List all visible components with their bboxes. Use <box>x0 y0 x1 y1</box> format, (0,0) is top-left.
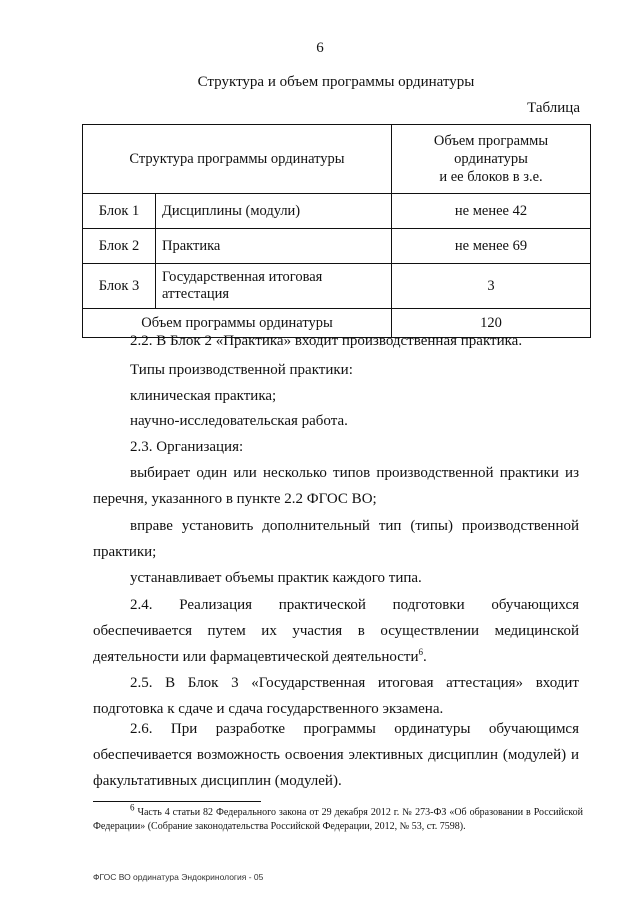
paragraph-2-4-text: 2.4. Реализация практической подготовки обучающихся обеспечивается путем их участия в осуществлении медицинской деятельности или фармацевтической деятельности <box>93 597 579 665</box>
paragraph-research-work: научно-исследовательская работа. <box>130 413 348 429</box>
block-cell: Блок 1 <box>83 194 156 229</box>
paragraph-sets-volumes: устанавливает объемы практик каждого типа. <box>130 570 422 586</box>
paragraph-2-6: 2.6. При разработке программы ординатуры обучающимся обеспечивается возможность освоения элективных дисциплин (модулей) и факультативных дисциплин (модулей). <box>93 721 579 789</box>
block-name-line1: Государственная итоговая <box>162 269 323 285</box>
paragraph-2-3: 2.3. Организация: <box>130 439 244 455</box>
paragraph-2-4-end: . <box>423 649 427 665</box>
total-label-cell: Объем программы ординатуры <box>83 309 392 338</box>
block-name-cell <box>156 264 392 309</box>
footnote-separator <box>93 801 261 802</box>
paragraph-2-5: 2.5. В Блок 3 «Государственная итоговая аттестация» входит подготовка к сдаче и сдача государственного экзамена. <box>93 675 579 717</box>
header-volume-cell <box>392 125 591 194</box>
paragraph-selects-types: выбирает один или несколько типов производственной практики из перечня, указанного в пункте 2.2 ФГОС ВО; <box>93 465 579 507</box>
paragraph-clinical-practice: клиническая практика; <box>130 388 277 404</box>
footnote-mark: 6 <box>130 802 135 813</box>
page-number: 6 <box>316 40 324 56</box>
block-volume-cell: 3 <box>392 264 591 309</box>
section-title: Структура и объем программы ординатуры <box>197 74 475 90</box>
footer-document-code: ФГОС ВО ординатура Эндокринология - 05 <box>93 872 264 882</box>
header-volume-line2: ординатуры <box>454 151 528 167</box>
block-name-cell: Практика <box>156 229 392 264</box>
paragraph-practice-types: Типы производственной практики: <box>130 362 353 378</box>
program-structure-table <box>82 124 591 338</box>
block-name-line2: аттестация <box>162 286 230 302</box>
footnote <box>93 802 583 834</box>
block-name-cell: Дисциплины (модули) <box>156 194 392 229</box>
paragraph-2-2: 2.2. В Блок 2 «Практика» входит производственная практика. <box>130 333 523 349</box>
block-cell: Блок 3 <box>83 264 156 309</box>
paragraph-additional-type: вправе установить дополнительный тип (типы) производственной практики; <box>93 518 579 560</box>
header-structure-cell: Структура программы ординатуры <box>83 125 392 194</box>
paragraph-2-4 <box>93 592 579 670</box>
footnote-text: Часть 4 статьи 82 Федерального закона от 29 декабря 2012 г. № 273-ФЗ «Об образовании в Российской Федерации» (Собрание законодательства Российской Федерации, 2012, № 53, ст. 7598). <box>93 807 583 832</box>
header-volume-line3: и ее блоков в з.е. <box>439 169 543 185</box>
total-value-cell: 120 <box>392 309 591 338</box>
block-volume-cell: не менее 69 <box>392 229 591 264</box>
table-row <box>83 264 591 309</box>
block-volume-cell: не менее 42 <box>392 194 591 229</box>
table-header-row <box>83 125 591 194</box>
table-row <box>83 229 591 264</box>
table-row <box>83 194 591 229</box>
table-caption: Таблица <box>527 100 580 116</box>
block-cell: Блок 2 <box>83 229 156 264</box>
header-volume-line1: Объем программы <box>433 133 549 149</box>
footnote-ref: 6 <box>418 647 423 657</box>
